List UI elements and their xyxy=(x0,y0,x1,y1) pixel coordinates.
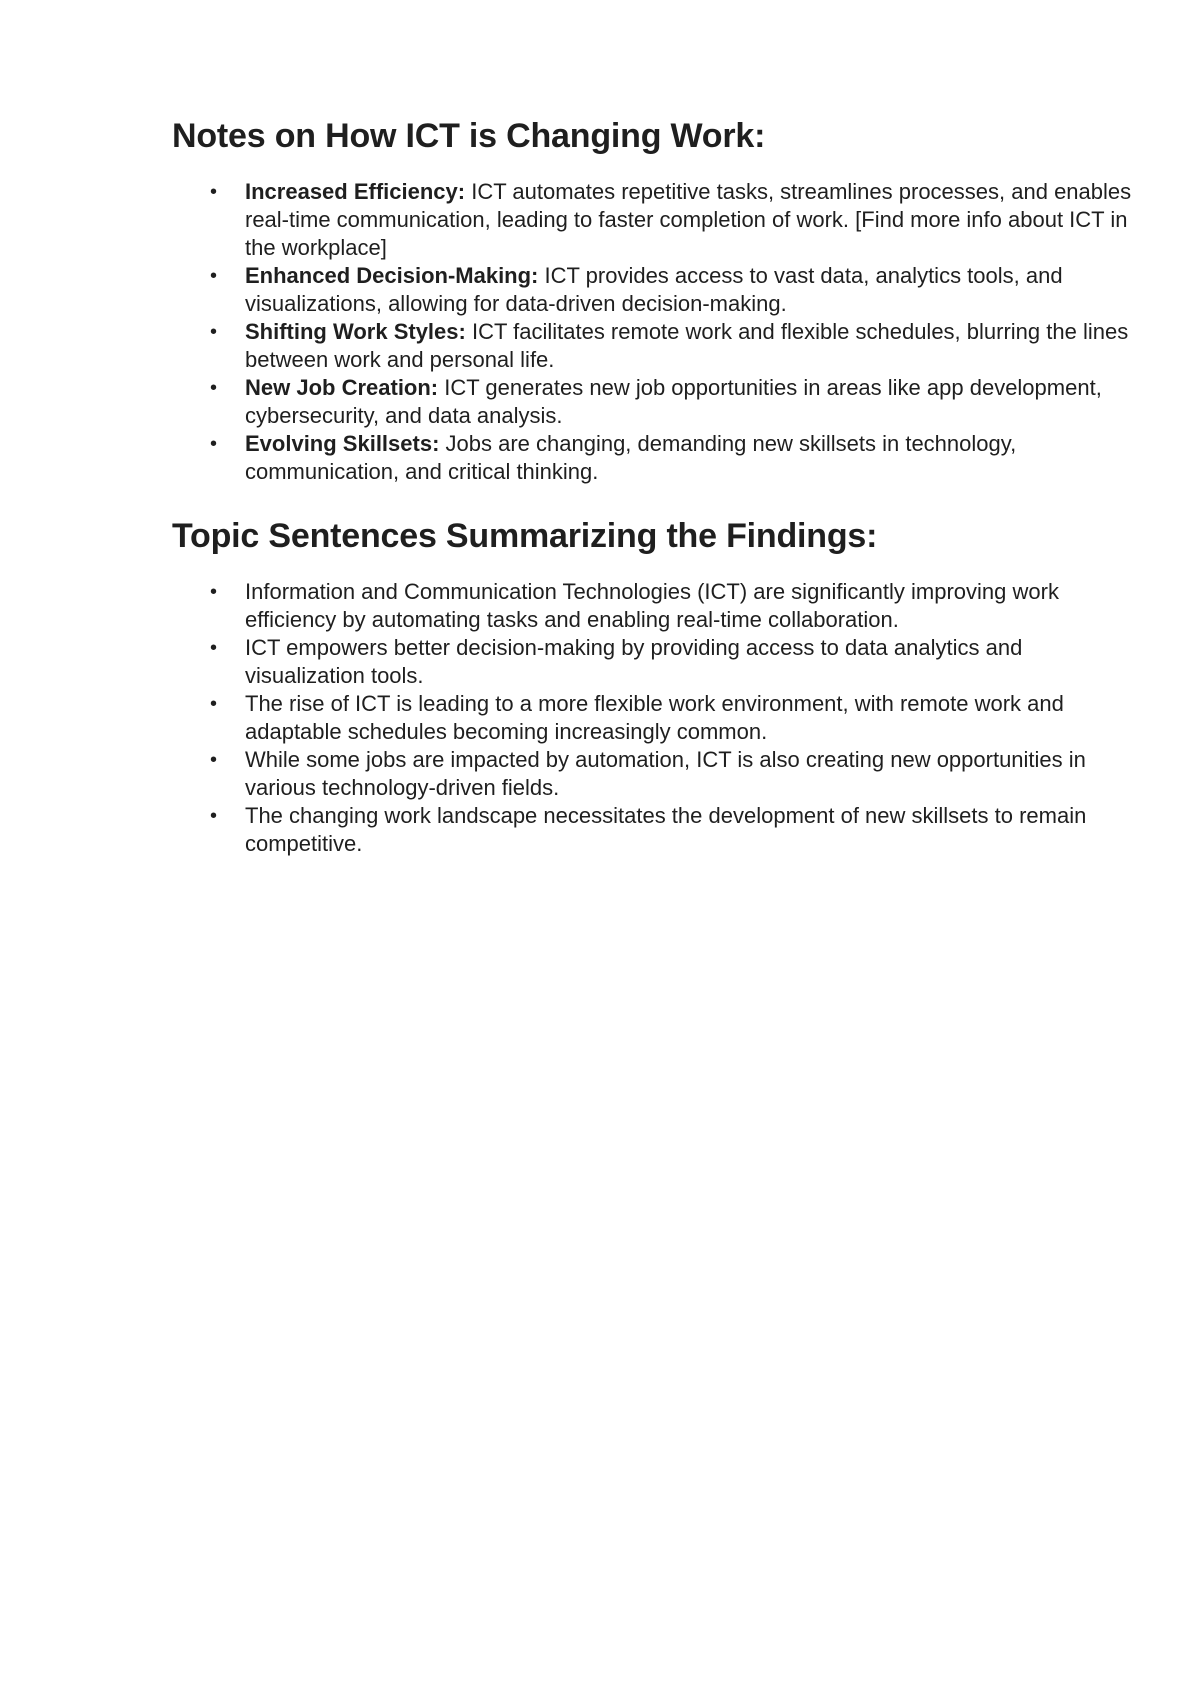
notes-heading: Notes on How ICT is Changing Work: xyxy=(172,117,766,155)
bullet-icon: • xyxy=(210,181,218,203)
summary-text: The rise of ICT is leading to a more flexible work environment, with remote work and adaptable schedules becoming increasingly common. xyxy=(245,691,1064,744)
list-item xyxy=(172,802,1132,858)
list-item xyxy=(172,578,1132,634)
list-item xyxy=(172,262,1132,318)
list-item xyxy=(172,430,1132,486)
summary-text: ICT empowers better decision-making by providing access to data analytics and visualization tools. xyxy=(245,635,1023,688)
note-text: ICT provides access to vast data, analytics tools, and visualizations, allowing for data-driven decision-making. xyxy=(245,263,1063,316)
note-text: ICT generates new job opportunities in areas like app development, cybersecurity, and data analysis. xyxy=(245,375,1102,428)
bullet-icon: • xyxy=(210,377,218,399)
list-item xyxy=(172,690,1132,746)
list-item xyxy=(172,634,1132,690)
bullet-icon: • xyxy=(210,433,218,455)
bullet-icon: • xyxy=(210,581,218,603)
list-item xyxy=(172,374,1132,430)
note-text: ICT automates repetitive tasks, streamlines processes, and enables real-time communication, leading to faster completion of work. [Find more info about ICT in the workplace] xyxy=(245,179,1132,260)
bullet-icon: • xyxy=(210,805,218,827)
bullet-icon: • xyxy=(210,693,218,715)
list-item xyxy=(172,746,1132,802)
summary-heading: Topic Sentences Summarizing the Findings: xyxy=(172,517,878,555)
summary-list xyxy=(172,578,1132,858)
bullet-icon: • xyxy=(210,637,218,659)
summary-text: While some jobs are impacted by automation, ICT is also creating new opportunities in various technology-driven fields. xyxy=(245,747,1086,800)
list-item xyxy=(172,178,1132,262)
summary-text: Information and Communication Technologies (ICT) are significantly improving work efficiency by automating tasks and enabling real-time collaboration. xyxy=(245,579,1059,632)
note-text: Jobs are changing, demanding new skillsets in technology, communication, and critical thinking. xyxy=(245,431,1017,484)
note-term: Increased Efficiency: xyxy=(245,179,466,204)
note-text: ICT facilitates remote work and flexible schedules, blurring the lines between work and personal life. xyxy=(245,319,1129,372)
note-term: Enhanced Decision-Making: xyxy=(245,263,539,288)
bullet-icon: • xyxy=(210,321,218,343)
notes-list xyxy=(172,178,1132,486)
list-item xyxy=(172,318,1132,374)
note-term: Shifting Work Styles: xyxy=(245,319,466,344)
note-term: New Job Creation: xyxy=(245,375,439,400)
bullet-icon: • xyxy=(210,265,218,287)
bullet-icon: • xyxy=(210,749,218,771)
summary-text: The changing work landscape necessitates the development of new skillsets to remain competitive. xyxy=(245,803,1087,856)
note-term: Evolving Skillsets: xyxy=(245,431,440,456)
document-content xyxy=(172,114,1132,858)
